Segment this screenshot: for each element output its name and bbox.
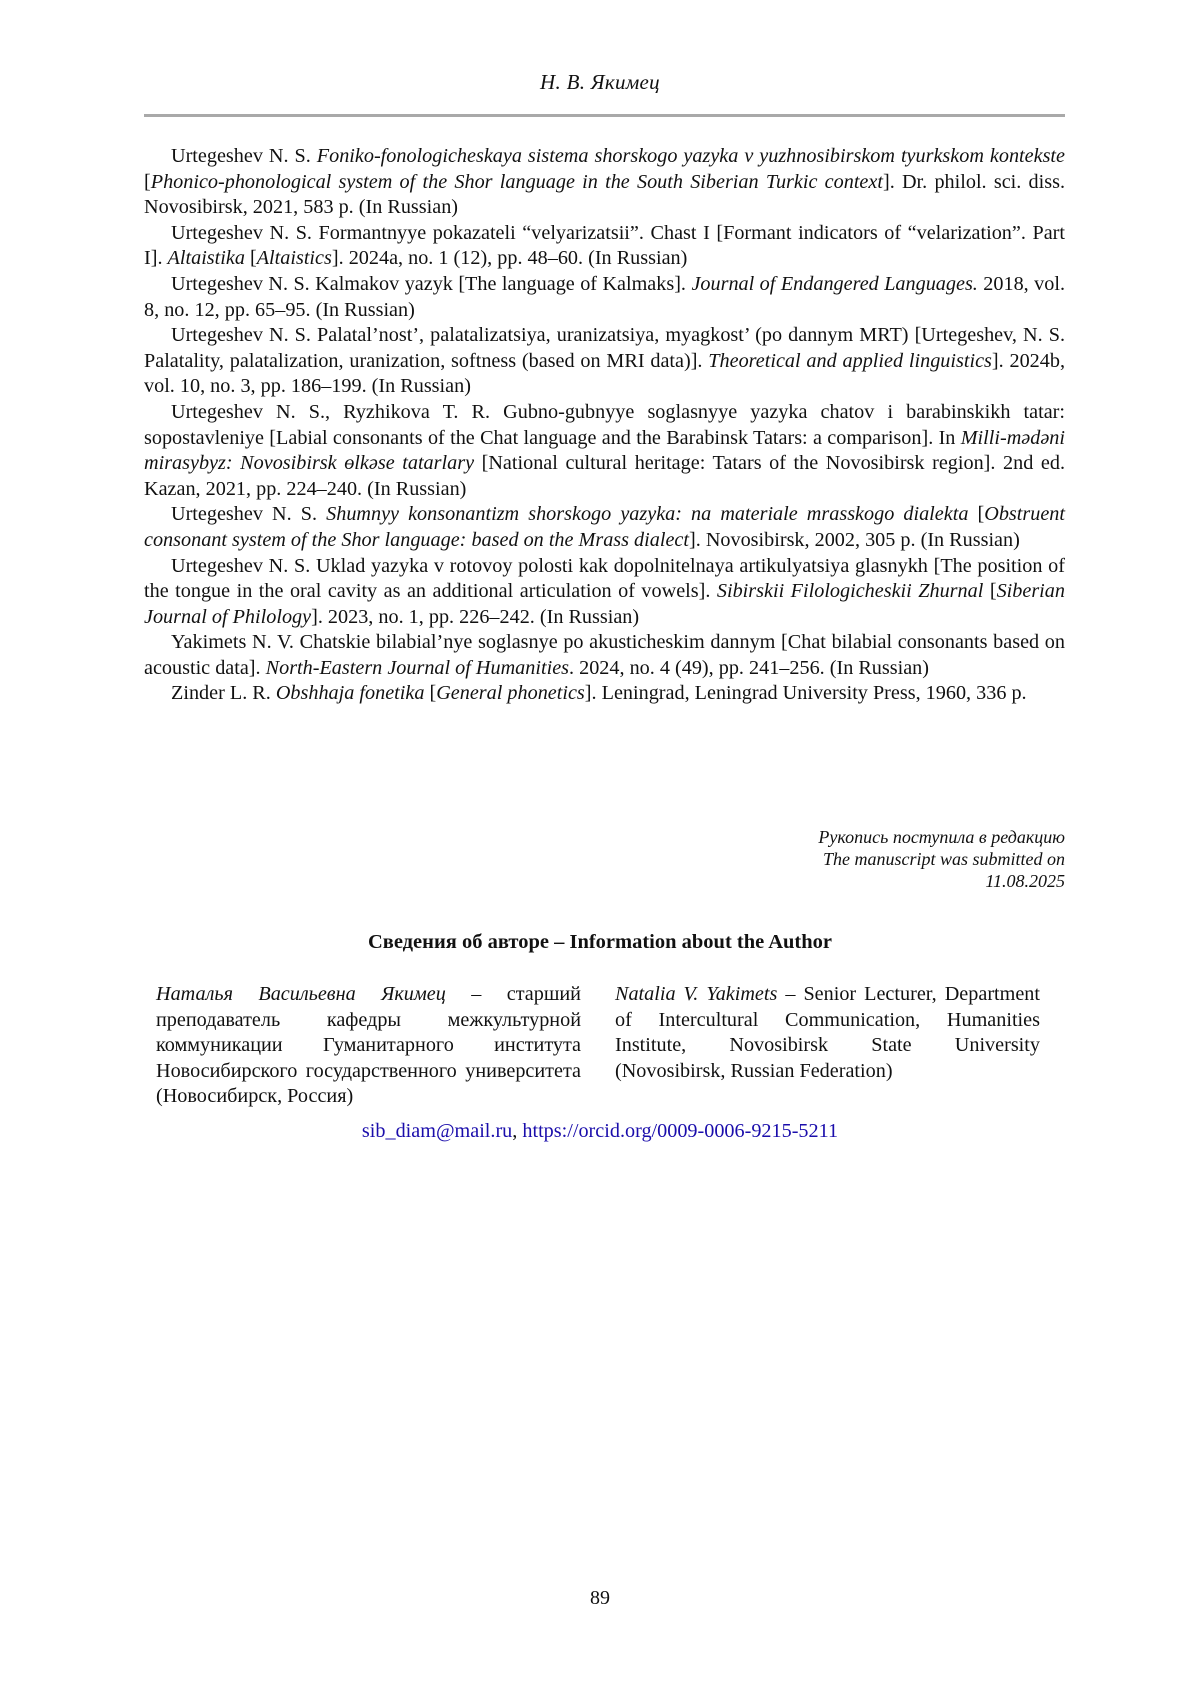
author-name-ru: Наталья Васильевна Якимец xyxy=(156,983,446,1005)
reference-italic-text: Obstruent consonant system of the Shor language: based on the Mrass dialect xyxy=(144,503,1065,551)
reference-text: [ xyxy=(424,682,437,705)
received-line-en: The manuscript was submitted on xyxy=(822,849,1065,869)
author-details-en: – Senior Lecturer, Department of Intercultural Communication, Humanities Institute, Novosibirsk State University (Novosibirsk, Russian Federation) xyxy=(615,983,1041,1082)
reference-text: Urtegeshev N. S. xyxy=(171,503,327,526)
author-details-ru: – старший преподаватель кафедры межкультурной коммуникации Гуманитарного института Новосибирского государственного университета (Новосибирск, Россия) xyxy=(156,983,581,1108)
reference-text: Urtegeshev N. S. Formantnyye pokazateli “velyarizatsii”. Chast I [Formant indicators of “velarization”. Part I]. xyxy=(144,221,1065,270)
reference-item xyxy=(144,502,1065,553)
reference-italic-text: Siberian Journal of Philology xyxy=(144,580,1065,628)
reference-text: Urtegeshev N. S. xyxy=(171,145,317,167)
contacts-separator: , xyxy=(512,1120,523,1142)
reference-text: [ xyxy=(968,503,985,526)
reference-text: [ xyxy=(983,580,997,603)
received-line-ru: Рукопись поступила в редакцию xyxy=(818,827,1065,847)
reference-text: ]. Dr. philol. sci. diss. Novosibirsk, 2021, 583 p. (In Russian) xyxy=(144,170,1066,219)
reference-item xyxy=(144,144,1065,221)
reference-italic-text: General phonetics xyxy=(436,682,585,705)
reference-italic-text: Sibirskii Filologicheskii Zhurnal xyxy=(716,580,984,603)
reference-text: Yakimets N. V. Chatskie bilabial’nye soglasnye po akusticheskim dannym [Chat bilabial consonants based on acoustic data]. xyxy=(144,631,1065,679)
reference-text: [National cultural heritage: Tatars of the Novosibirsk region]. 2nd ed. Kazan, 2021, pp. 224–240. (In Russian) xyxy=(144,452,1065,500)
reference-text: [ xyxy=(244,247,257,270)
header-rule xyxy=(144,114,1065,117)
reference-text: Zinder L. R. xyxy=(171,682,276,705)
reference-text: [ xyxy=(144,170,151,193)
reference-item xyxy=(144,272,1065,323)
page-number: 89 xyxy=(590,1587,610,1609)
reference-text: ]. 2024a, no. 1 (12), pp. 48–60. (In Russian) xyxy=(331,247,688,270)
reference-italic-text: Phonico-phonological system of the Shor language in the South Siberian Turkic context xyxy=(150,170,883,193)
reference-item xyxy=(144,400,1065,502)
reference-italic-text: Shumnyy konsonantizm shorskogo yazyka: na materiale mrasskogo dialekta xyxy=(326,503,969,526)
author-info-en xyxy=(615,982,1040,1084)
reference-italic-text: Theoretical and applied linguistics xyxy=(708,349,992,372)
reference-italic-text: North-Eastern Journal of Humanities xyxy=(265,656,570,679)
reference-text: . 2024, no. 4 (49), pp. 241–256. (In Russian) xyxy=(569,656,929,679)
reference-item xyxy=(144,221,1065,272)
reference-text: Urtegeshev N. S. Palatal’nost’, palatalizatsiya, uranizatsiya, myagkost’ (po dannym MRT) [Urtegeshev, N. S. Palatality, palatalization, uranization, softness (based on MRI data)]. xyxy=(144,324,1065,372)
reference-item xyxy=(144,630,1065,681)
received-date: 11.08.2025 xyxy=(985,871,1065,891)
author-contacts xyxy=(0,1120,1200,1143)
received-note xyxy=(565,826,1065,892)
reference-italic-text: Foniko-fonologicheskaya sistema shorskogo yazyka v yuzhnosibirskom tyurkskom kontekste xyxy=(316,145,1065,167)
reference-text: Urtegeshev N. S., Ryzhikova T. R. Gubno-gubnyye soglasnyye yazyka chatov i barabinskikh tatar: sopostavleniye [Labial consonants of the Chat language and the Barabinsk Tatars: a comparison]. In xyxy=(144,400,1065,449)
reference-text: Urtegeshev N. S. Uklad yazyka v rotovoy polosti kak dopolnitelnaya artikulyatsiya glasnykh [The position of the tongue in the oral cavity as an additional articulation of vowels]. xyxy=(144,554,1065,603)
reference-italic-text: Milli-mədəni mirasybyz: Novosibirsk ɵlkəse tatarlary xyxy=(144,426,1065,475)
author-info-title: Сведения об авторе – Information about the Author xyxy=(367,931,833,953)
orcid-link[interactable]: https://orcid.org/0009-0006-9215-5211 xyxy=(522,1120,839,1142)
reference-item xyxy=(144,554,1065,631)
reference-text: ]. 2023, no. 1, pp. 226–242. (In Russian) xyxy=(311,605,640,628)
email-link[interactable]: sib_diam@mail.ru xyxy=(361,1120,513,1142)
reference-text: Urtegeshev N. S. Kalmakov yazyk [The language of Kalmaks]. xyxy=(171,272,692,295)
reference-text: 2018, vol. 8, no. 12, pp. 65–95. (In Russian) xyxy=(144,272,1065,321)
reference-italic-text: Obshhaja fonetika xyxy=(275,682,425,705)
author-info-ru xyxy=(156,982,581,1110)
references-list xyxy=(144,144,1065,707)
reference-text: ]. Novosibirsk, 2002, 305 p. (In Russian) xyxy=(689,528,1020,551)
reference-italic-text: Journal of Endangered Languages. xyxy=(691,272,978,295)
reference-item xyxy=(144,323,1065,400)
reference-item xyxy=(144,681,1065,707)
reference-italic-text: Altaistics xyxy=(256,247,332,270)
author-name-en: Natalia V. Yakimets xyxy=(615,983,778,1005)
running-title: Н. В. Якимец xyxy=(540,70,660,94)
reference-text: ]. Leningrad, Leningrad University Press, 1960, 336 p. xyxy=(584,682,1027,705)
reference-text: ]. 2024b, vol. 10, no. 3, pp. 186–199. (In Russian) xyxy=(144,349,1065,398)
reference-italic-text: Altaistika xyxy=(167,247,245,270)
